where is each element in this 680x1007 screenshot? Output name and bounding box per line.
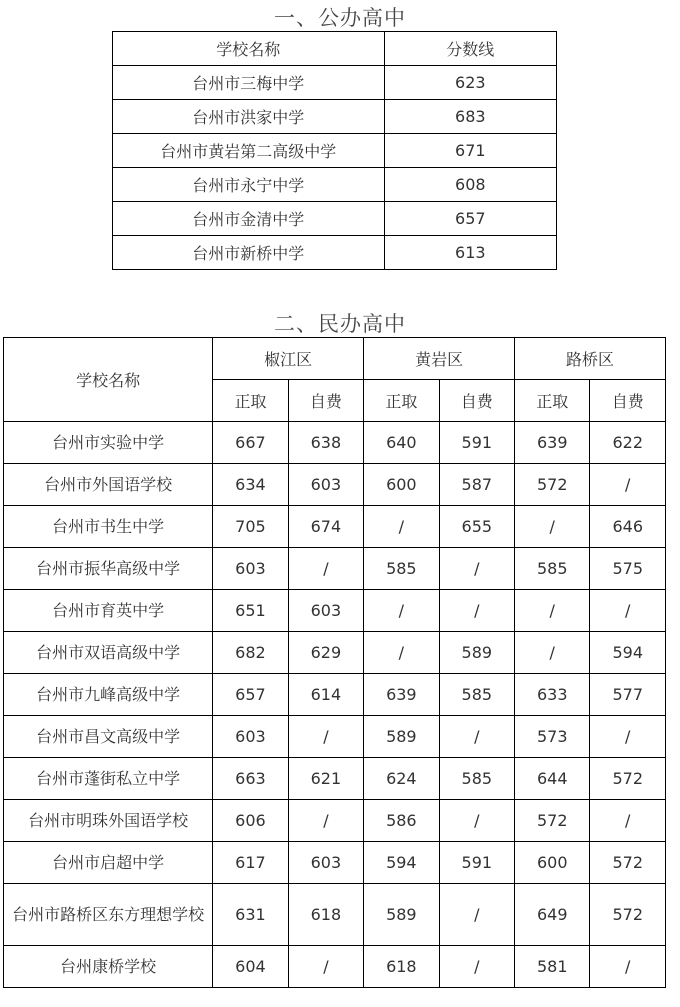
score-value: / [515, 506, 590, 548]
score-value: 589 [364, 716, 439, 758]
header-district-jiaojiang: 椒江区 [213, 338, 364, 380]
header-district-luqiao: 路桥区 [515, 338, 666, 380]
score-value: / [364, 506, 439, 548]
score-value: 646 [590, 506, 666, 548]
score-value: 613 [384, 236, 556, 270]
score-value: 573 [515, 716, 590, 758]
school-name: 台州市书生中学 [4, 506, 213, 548]
table-row [113, 202, 557, 236]
table-row [4, 506, 666, 548]
table-row [4, 548, 666, 590]
score-value: / [288, 800, 363, 842]
header-school-name: 学校名称 [113, 32, 385, 66]
school-name: 台州市双语高级中学 [4, 632, 213, 674]
score-value: 589 [364, 884, 439, 946]
score-value: 585 [439, 758, 514, 800]
score-value: 663 [213, 758, 288, 800]
school-name: 台州市洪家中学 [113, 100, 385, 134]
score-value: / [590, 800, 666, 842]
score-value: 603 [288, 842, 363, 884]
score-value: 575 [590, 548, 666, 590]
score-value: 587 [439, 464, 514, 506]
table-header-row [113, 32, 557, 66]
section-title-public: 一、公办高中 [274, 6, 406, 30]
school-name: 台州市新桥中学 [113, 236, 385, 270]
score-value: 617 [213, 842, 288, 884]
score-value: / [288, 548, 363, 590]
table-row [4, 758, 666, 800]
score-value: 572 [590, 758, 666, 800]
score-value: 594 [590, 632, 666, 674]
score-value: 572 [515, 800, 590, 842]
score-value: / [364, 590, 439, 632]
score-value: 683 [384, 100, 556, 134]
score-value: 585 [439, 674, 514, 716]
table-row [113, 100, 557, 134]
score-value: / [288, 946, 363, 988]
score-value: 577 [590, 674, 666, 716]
table-row [4, 884, 666, 946]
school-name: 台州市黄岩第二高级中学 [113, 134, 385, 168]
score-value: / [590, 946, 666, 988]
score-value: 591 [439, 842, 514, 884]
score-value: 655 [439, 506, 514, 548]
school-name: 台州市启超中学 [4, 842, 213, 884]
score-value: 705 [213, 506, 288, 548]
table-row [4, 422, 666, 464]
private-high-school-table [3, 337, 666, 988]
score-value: / [439, 800, 514, 842]
table-row [4, 464, 666, 506]
score-value: 591 [439, 422, 514, 464]
score-value: 667 [213, 422, 288, 464]
table-row [113, 66, 557, 100]
table-row [4, 590, 666, 632]
score-value: / [515, 590, 590, 632]
score-value: 608 [384, 168, 556, 202]
subheader-self-paid: 自费 [590, 380, 666, 422]
score-value: 622 [590, 422, 666, 464]
header-school-name: 学校名称 [4, 338, 213, 422]
score-value: / [439, 946, 514, 988]
score-value: / [439, 548, 514, 590]
score-value: 572 [590, 884, 666, 946]
score-value: 600 [364, 464, 439, 506]
score-value: 651 [213, 590, 288, 632]
score-value: 589 [439, 632, 514, 674]
score-value: / [364, 632, 439, 674]
table-row [113, 168, 557, 202]
header-district-huangyan: 黄岩区 [364, 338, 515, 380]
score-value: 606 [213, 800, 288, 842]
score-value: 618 [364, 946, 439, 988]
score-value: 633 [515, 674, 590, 716]
score-value: 639 [515, 422, 590, 464]
section-title-private: 二、民办高中 [274, 312, 406, 336]
school-name: 台州市明珠外国语学校 [4, 800, 213, 842]
score-value: 572 [590, 842, 666, 884]
score-value: 572 [515, 464, 590, 506]
score-value: / [439, 884, 514, 946]
score-value: 634 [213, 464, 288, 506]
score-value: 629 [288, 632, 363, 674]
score-value: 581 [515, 946, 590, 988]
score-value: 623 [384, 66, 556, 100]
subheader-regular: 正取 [364, 380, 439, 422]
score-value: 682 [213, 632, 288, 674]
score-value: 600 [515, 842, 590, 884]
district-header-row [4, 338, 666, 380]
score-value: / [590, 464, 666, 506]
table-row [4, 716, 666, 758]
school-name: 台州市振华高级中学 [4, 548, 213, 590]
score-value: / [515, 632, 590, 674]
school-name: 台州市金清中学 [113, 202, 385, 236]
score-value: 618 [288, 884, 363, 946]
score-value: 674 [288, 506, 363, 548]
score-value: 657 [384, 202, 556, 236]
score-value: 671 [384, 134, 556, 168]
school-name: 台州市昌文高级中学 [4, 716, 213, 758]
score-value: / [590, 590, 666, 632]
school-name: 台州市路桥区东方理想学校 [4, 884, 213, 946]
school-name: 台州市永宁中学 [113, 168, 385, 202]
school-name: 台州市育英中学 [4, 590, 213, 632]
score-value: 603 [213, 548, 288, 590]
score-value: 649 [515, 884, 590, 946]
score-value: / [590, 716, 666, 758]
score-value: 585 [515, 548, 590, 590]
score-value: 621 [288, 758, 363, 800]
score-value: 640 [364, 422, 439, 464]
school-name: 台州市蓬街私立中学 [4, 758, 213, 800]
score-value: 585 [364, 548, 439, 590]
score-value: 603 [288, 590, 363, 632]
table-row [4, 674, 666, 716]
subheader-self-paid: 自费 [288, 380, 363, 422]
school-name: 台州市外国语学校 [4, 464, 213, 506]
score-value: 604 [213, 946, 288, 988]
school-name: 台州市实验中学 [4, 422, 213, 464]
subheader-regular: 正取 [515, 380, 590, 422]
school-name: 台州市三梅中学 [113, 66, 385, 100]
subheader-regular: 正取 [213, 380, 288, 422]
score-value: 631 [213, 884, 288, 946]
score-value: / [439, 716, 514, 758]
public-high-school-table [112, 31, 557, 270]
table-row [4, 842, 666, 884]
header-score-line: 分数线 [384, 32, 556, 66]
score-value: 638 [288, 422, 363, 464]
score-value: / [439, 590, 514, 632]
score-value: 614 [288, 674, 363, 716]
table-row [4, 946, 666, 988]
table-row [113, 134, 557, 168]
score-value: 639 [364, 674, 439, 716]
school-name: 台州市九峰高级中学 [4, 674, 213, 716]
score-value: 644 [515, 758, 590, 800]
score-value: 594 [364, 842, 439, 884]
score-value: 586 [364, 800, 439, 842]
school-name: 台州康桥学校 [4, 946, 213, 988]
subheader-self-paid: 自费 [439, 380, 514, 422]
score-value: 603 [213, 716, 288, 758]
score-value: / [288, 716, 363, 758]
score-value: 624 [364, 758, 439, 800]
table-row [4, 800, 666, 842]
table-row [113, 236, 557, 270]
table-row [4, 632, 666, 674]
score-value: 657 [213, 674, 288, 716]
score-value: 603 [288, 464, 363, 506]
